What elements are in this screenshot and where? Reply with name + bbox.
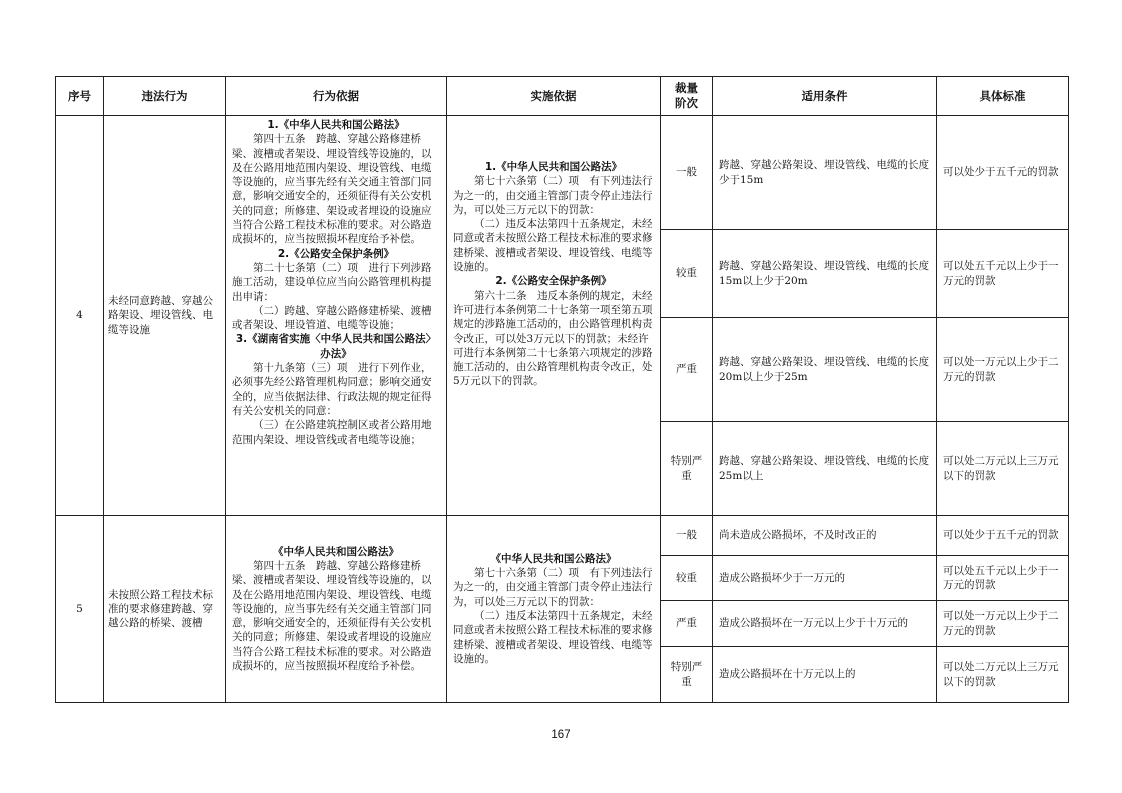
row4-impl-head-1: 1.《中华人民共和国公路法》: [484, 161, 623, 173]
row4-legal-para-3: （二）跨越、穿越公路修建桥梁、渡槽或者架设、埋设管道、电缆等设施；: [232, 304, 432, 332]
row5-level-2: 较重: [661, 556, 713, 601]
row5-level-4: 特别严重: [661, 647, 713, 703]
row4-standard-1: 可以处少于五千元的罚款: [937, 116, 1069, 230]
row4-behavior: 未经同意跨越、穿越公路架设、埋设管线、电缆等设施: [104, 116, 226, 516]
row4-level-2: 较重: [661, 230, 713, 318]
row5-impl-para-2: （二）违反本法第四十五条规定，未经同意或者未按照公路工程技术标准的要求修建桥梁、渡槽或者架设、埋设管线、电缆等设施的。: [453, 610, 653, 665]
table-row: [56, 116, 1069, 230]
header-level-line1: 裁量: [675, 81, 698, 95]
table-row: [56, 516, 1069, 556]
row4-legal-para-4: 第十九条第（三）项 进行下列作业，必须事先经公路管理机构同意；影响交通安全的，应当依据法律、行政法规的规定征得有关公安机关的同意：: [232, 362, 432, 417]
header-impl-basis: 实施依据: [447, 77, 661, 116]
row4-impl-para-2: （二）违反本法第四十五条规定，未经同意或者未按照公路工程技术标准的要求修建桥梁、渡槽或者架设、埋设管线、电缆等设施的。: [453, 218, 653, 274]
row5-impl-basis: [447, 516, 661, 703]
header-condition: 适用条件: [713, 77, 937, 116]
row5-level-3: 严重: [661, 601, 713, 647]
row4-level-1: 一般: [661, 116, 713, 230]
row4-legal-para-2: 第二十七条第（二）项 进行下列涉路施工活动，建设单位应当向公路管理机构提出申请：: [232, 261, 432, 303]
row4-legal-head-2: 2.《公路安全保护条例》: [277, 247, 395, 260]
header-seq: 序号: [56, 77, 104, 116]
penalty-table: [55, 76, 1069, 703]
row4-legal-head-3: 3.《湖南省实施〈中华人民共和国公路法〉办法》: [235, 333, 437, 360]
row5-condition-3: 造成公路损坏在一万元以上少于十万元的: [713, 601, 937, 647]
row5-standard-2: 可以处五千元以上少于一万元的罚款: [937, 556, 1069, 601]
row4-condition-3: 跨越、穿越公路架设、埋设管线、电缆的长度20m以上少于25m: [713, 318, 937, 422]
row4-condition-4: 跨越、穿越公路架设、埋设管线、电缆的长度25m以上: [713, 422, 937, 516]
row4-legal-para-5: （三）在公路建筑控制区或者公路用地范围内架设、埋设管线或者电缆等设施；: [232, 419, 432, 446]
header-legal-basis: 行为依据: [226, 77, 447, 116]
row4-seq: 4: [56, 116, 104, 516]
row5-behavior: 未按照公路工程技术标准的要求修建跨越、穿越公路的桥梁、渡槽: [104, 516, 226, 703]
row4-condition-2: 跨越、穿越公路架设、埋设管线、电缆的长度15m以上少于20m: [713, 230, 937, 318]
row4-level-4: 特别严重: [661, 422, 713, 516]
row4-legal-head-1: 1.《中华人民共和国公路法》: [267, 119, 405, 131]
row4-legal-para-1: 第四十五条 跨越、穿越公路修建桥梁、渡槽或者架设、埋设管线等设施的，以及在公路用地范围内架设、埋设管线、电缆等设施的，应当事先经有关交通主管部门同意，影响交通安全的，还须征得有关公安机关的同意；所修建、架设或者埋设的设施应当符合公路工程技术标准的要求。对公路造成损坏的，应当按照损坏程度给予补偿。: [232, 133, 432, 246]
row5-condition-1: 尚未造成公路损坏，不及时改正的: [713, 516, 937, 556]
row4-impl-basis: [447, 116, 661, 516]
row5-level-1: 一般: [661, 516, 713, 556]
header-level: [661, 77, 713, 116]
row4-standard-2: 可以处五千元以上少于一万元的罚款: [937, 230, 1069, 318]
row4-condition-1: 跨越、穿越公路架设、埋设管线、电缆的长度少于15m: [713, 116, 937, 230]
header-level-line2: 阶次: [675, 96, 698, 110]
table-header-row: [56, 77, 1069, 116]
row5-condition-2: 造成公路损坏少于一万元的: [713, 556, 937, 601]
row5-seq: 5: [56, 516, 104, 703]
row4-legal-basis: [226, 116, 447, 516]
row4-impl-head-2: 2.《公路安全保护条例》: [495, 275, 612, 288]
page-number: 167: [551, 729, 571, 741]
header-standard: 具体标准: [937, 77, 1069, 116]
row5-standard-1: 可以处少于五千元的罚款: [937, 516, 1069, 556]
header-behavior: 违法行为: [104, 77, 226, 116]
row5-condition-4: 造成公路损坏在十万元以上的: [713, 647, 937, 703]
row5-impl-para-1: 第七十六条第（二）项 有下列违法行为之一的，由交通主管部门责令停止违法行为，可以处三万元以下的罚款：: [453, 567, 653, 608]
row5-impl-head-1: 《中华人民共和国公路法》: [490, 552, 617, 565]
row5-standard-4: 可以处二万元以上三万元以下的罚款: [937, 647, 1069, 703]
row5-legal-head-1: 《中华人民共和国公路法》: [273, 545, 399, 558]
row4-level-3: 严重: [661, 318, 713, 422]
row4-impl-para-1: 第七十六条第（二）项 有下列违法行为之一的，由交通主管部门责令停止违法行为，可以处三万元以下的罚款：: [453, 175, 653, 216]
row5-legal-para-1: 第四十五条 跨越、穿越公路修建桥梁、渡槽或者架设、埋设管线等设施的，以及在公路用地范围内架设、埋设管线、电缆等设施的，应当事先经有关交通主管部门同意，影响交通安全的，还须征得有关公安机关的同意；所修建、架设或者埋设的设施应当符合公路工程技术标准的要求。对公路造成损坏的，应当按照损坏程度给予补偿。: [232, 559, 432, 673]
row4-standard-3: 可以处一万元以上少于二万元的罚款: [937, 318, 1069, 422]
row4-impl-para-3: 第六十二条 违反本条例的规定，未经许可进行本条例第二十七条第一项至第五项规定的涉路施工活动的，由公路管理机构责令改正，可以处3万元以下的罚款；未经许可进行本条例第二十七条第六项规定的涉路施工活动的，由公路管理机构责令改正，处5万元以下的罚款。: [453, 289, 653, 388]
row5-legal-basis: [226, 516, 447, 703]
row4-standard-4: 可以处二万元以上三万元以下的罚款: [937, 422, 1069, 516]
row5-standard-3: 可以处一万元以上少于二万元的罚款: [937, 601, 1069, 647]
